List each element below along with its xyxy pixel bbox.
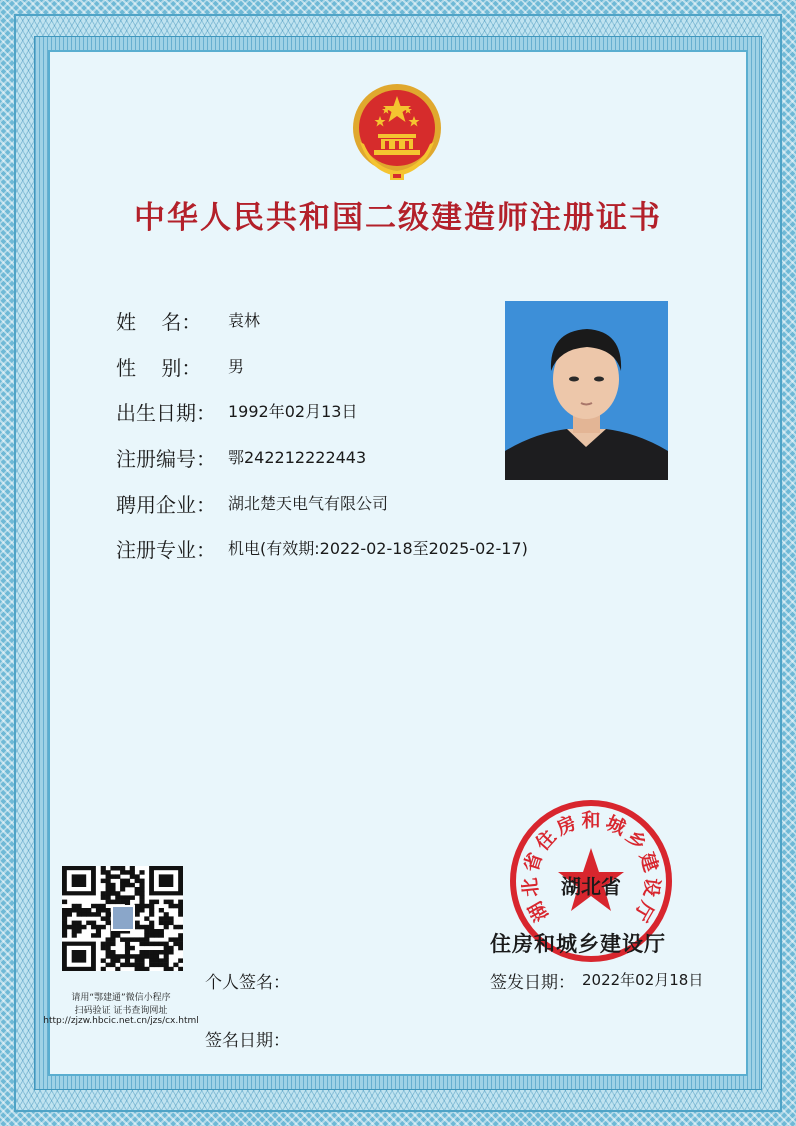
national-emblem-icon [350,82,444,182]
issue-date-value: 2022年02月18日 [582,971,704,989]
field-gender-value: 男 [228,357,245,376]
field-employer-value: 湖北楚天电气有限公司 [228,494,389,513]
seal-ring-char: 建 [635,849,662,875]
field-employer-label: 聘用企业： [116,493,216,517]
field-birthdate-label: 出生日期： [116,401,216,425]
issuer-name: 住房和城乡建设厅 [490,932,666,956]
qr-caption-url[interactable]: http://zjzw.hbcic.net.cn/jzs/cx.html [43,1016,199,1026]
personal-signature-label: 个人签名： [205,973,290,993]
qr-code-icon[interactable] [62,866,183,971]
seal-ring-char: 厅 [629,897,658,925]
qr-caption-line1: 请用“鄂建通”微信小程序 [71,993,171,1003]
seal-ring-char: 和 [581,809,601,832]
seal-ring-char: 北 [518,876,543,898]
field-birthdate-value: 1992年02月13日 [228,402,358,421]
seal-ring-char: 城 [602,811,629,840]
field-specialty-label: 注册专业： [116,538,216,562]
signature-date-label: 签名日期： [205,1031,290,1051]
field-name-value: 袁林 [228,311,261,330]
field-reg-number-value: 鄂242212222443 [228,448,367,467]
field-gender-label: 性 别： [116,356,202,380]
field-name-label: 姓 名： [116,310,202,334]
holder-photo [505,301,668,480]
field-reg-number-label: 注册编号： [116,447,216,471]
seal-ring-char: 住 [531,826,561,855]
seal-ring-char: 湖 [524,897,553,925]
field-specialty-value: 机电(有效期:2022-02-18至2025-02-17) [228,539,528,558]
certificate-title: 中华人民共和国二级建造师注册证书 [134,200,662,236]
seal-ring-char: 房 [553,811,580,840]
issue-date-label: 签发日期： [490,973,575,993]
seal-center-text: 湖北省 [561,874,621,899]
seal-ring-char: 乡 [621,826,651,855]
qr-caption-line2: 扫码验证 证书查询网址 [74,1006,168,1016]
seal-ring-char: 设 [639,876,664,898]
seal-ring-char: 省 [520,849,547,875]
